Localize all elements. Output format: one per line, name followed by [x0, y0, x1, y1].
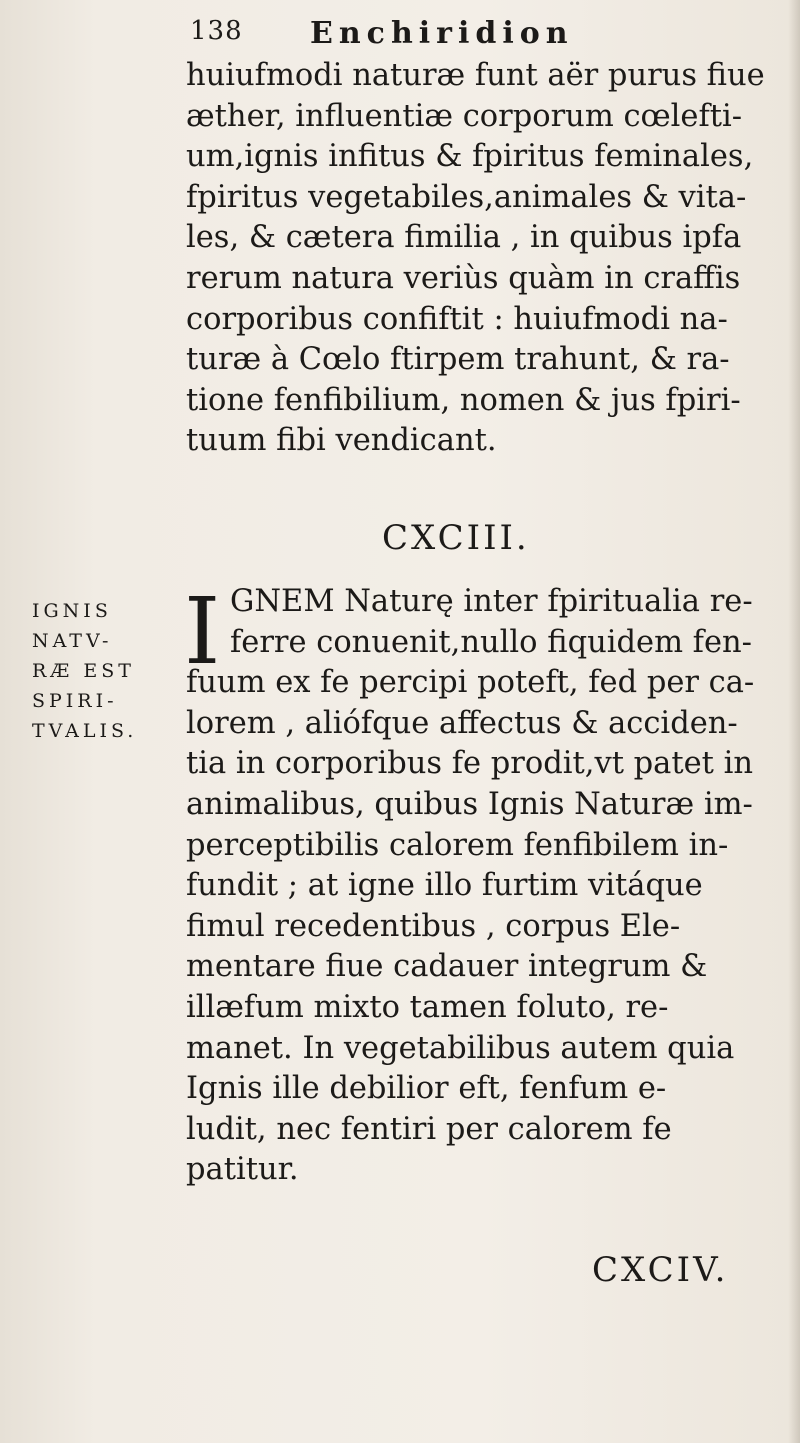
section-paragraph	[184, 578, 786, 1191]
page-number: 138	[190, 16, 243, 46]
margin-note-line: SPIRI-	[32, 690, 118, 712]
text-line: les, & cætera fimilia , in quibus ipfa	[186, 220, 742, 256]
text-line: illæfum mixto tamen foluto, re-	[186, 989, 669, 1025]
text-line: tuum fibi vendicant.	[186, 423, 497, 459]
text-line: GNEM Naturę inter fpiritualia re-	[230, 584, 753, 619]
text-line: turæ à Cœlo ftirpem trahunt, & ra-	[186, 342, 730, 378]
text-line: tia in corporibus fe prodit,vt patet in	[186, 746, 754, 782]
section-heading: CXCIII.	[382, 518, 530, 558]
text-line: lorem , aliófque affectus & acciden-	[186, 705, 738, 741]
text-line: ferre conuenit,nullo fiquidem fen-	[230, 624, 752, 660]
margin-note-line: IGNIS	[32, 600, 112, 622]
paragraph-continuation	[186, 56, 786, 462]
text-line: ludit, nec fentiri per calorem fe	[186, 1111, 672, 1147]
text-line: Ignis ille debilior eft, fenfum e-	[186, 1071, 667, 1107]
section-heading-next: CXCIV.	[592, 1250, 729, 1290]
text-line: tione fenfibilium, nomen & jus fpiri-	[186, 382, 741, 418]
text-line: fpiritus vegetabiles,animales & vita-	[186, 179, 747, 215]
text-line: corporibus confiftit : huiufmodi na-	[186, 301, 728, 337]
margin-note-line: TVALIS.	[32, 720, 138, 742]
running-title: Enchiridion	[310, 16, 574, 51]
text-line: huiufmodi naturæ funt aër purus fiue	[186, 58, 765, 93]
text-line: fundit ; at igne illo furtim vitáque	[186, 868, 703, 904]
text-line: mentare fiue cadauer integrum &	[186, 949, 708, 985]
text-line: patitur.	[186, 1152, 299, 1188]
text-line: rerum natura veriùs quàm in craffis	[186, 260, 741, 296]
page-edge-shadow	[788, 0, 800, 1443]
text-line: fimul recedentibus , corpus Ele-	[186, 908, 681, 944]
text-line: perceptibilis calorem fenfibilem in-	[186, 827, 729, 863]
margin-note-line: NATV-	[32, 630, 113, 652]
text-line: æther, influentiæ corporum cœlefti-	[186, 98, 743, 134]
text-line: fuum ex fe percipi poteft, fed per ca-	[186, 665, 755, 701]
margin-note-line: RÆ EST	[32, 660, 135, 682]
text-line: animalibus, quibus Ignis Naturæ im-	[186, 786, 753, 822]
margin-note	[32, 596, 172, 746]
text-line: um,ignis infitus & fpiritus feminales,	[186, 139, 754, 175]
drop-cap: I	[184, 578, 221, 685]
text-line: manet. In vegetabilibus autem quia	[186, 1030, 735, 1066]
